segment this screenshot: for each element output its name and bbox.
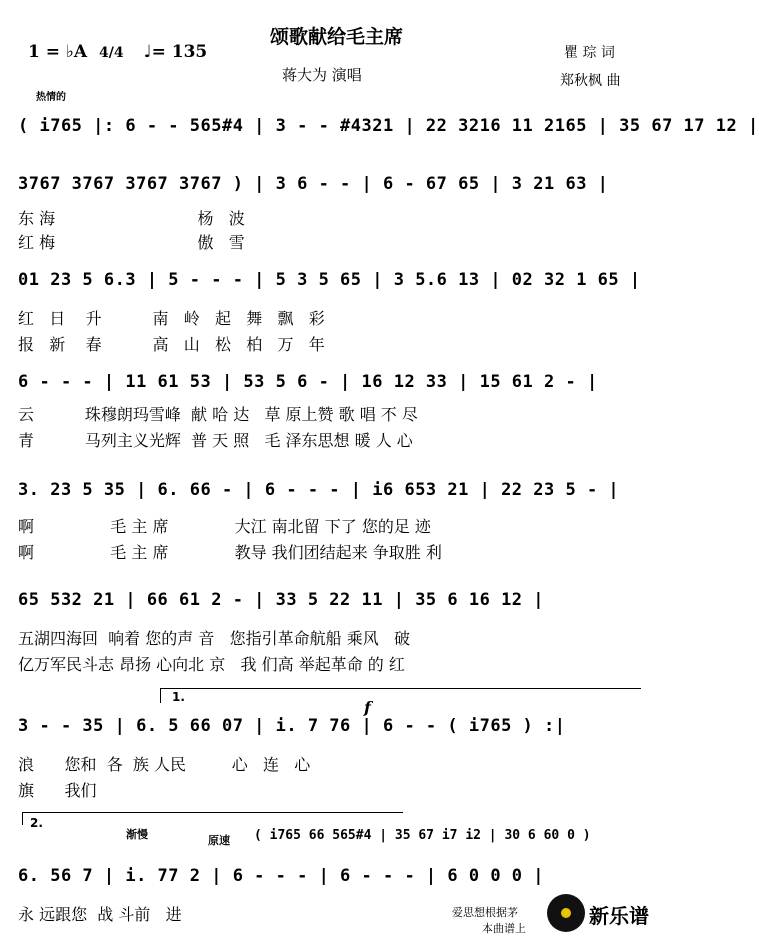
vinyl-disc-icon xyxy=(547,894,585,932)
lyric-verse-1: 五湖四海回 响着 您的声 音 您指引革命航船 乘风 破 xyxy=(18,629,410,648)
lyric-verse-2: 亿万军民斗志 昂扬 心向北 京 我 们高 举起革命 的 红 xyxy=(18,655,405,674)
ritardando-marking: 渐慢 xyxy=(126,828,148,841)
notation-line: 65 532 21 | 66 61 2 - | 33 5 22 11 | 35 6 16 12 | xyxy=(18,590,545,610)
interlude-notation: ( i765 66 565#4 | 35 67 i7 i2 | 30 6 60 0 ) xyxy=(254,828,591,843)
notation-line: ( i765 |: 6 - - 565#4 | 3 - - #4321 | 22 3216 11 2165 | 35 67 17 12 | xyxy=(18,116,759,136)
notation-line: 3. 23 5 35 | 6. 66 - | 6 - - - | i6 653 21 | 22 23 5 - | xyxy=(18,480,620,500)
lyricist-credit: 瞿 琮 词 xyxy=(564,45,615,61)
key-signature: 1 = ♭A xyxy=(28,42,88,62)
lyric-verse-1: 云 珠穆朗玛雪峰 献 哈 达 草 原上赞 歌 唱 不 尽 xyxy=(18,405,418,424)
time-signature: 4/4 xyxy=(99,45,124,61)
expression-marking: 热情的 xyxy=(36,92,66,103)
lyric-verse-2: 啊 毛 主 席 教导 我们团结起来 争取胜 利 xyxy=(18,543,442,562)
lyric-verse-2: 红 梅 傲 雪 xyxy=(18,233,245,252)
logo-text: 新乐谱 xyxy=(589,904,649,928)
notation-line: 6 - - - | 11 61 53 | 53 5 6 - | 16 12 33 | 15 61 2 - | xyxy=(18,372,598,392)
volta-label-2: 2. xyxy=(30,816,43,830)
volta-bracket-1 xyxy=(160,688,641,703)
volta-bracket-2 xyxy=(22,812,403,825)
lyric-verse-2: 青 马列主义光辉 普 天 照 毛 泽东思想 暖 人 心 xyxy=(18,431,413,450)
a-tempo-marking: 原速 xyxy=(208,834,230,847)
score-row-1 xyxy=(18,102,759,162)
lyric-verse-1: 浪 您和 各 族 人民 心 连 心 xyxy=(18,755,311,774)
tempo-marking: ♩= 135 xyxy=(143,42,208,62)
notation-line: 3767 3767 3767 3767 ) | 3 6 - - | 6 - 67 65 | 3 21 63 | xyxy=(18,174,609,194)
composer-credit: 郑秋枫 曲 xyxy=(560,73,621,89)
singer-credit: 蒋大为 演唱 xyxy=(282,66,362,84)
site-logo[interactable] xyxy=(545,892,667,936)
lyric-verse-2: 报 新 春 高 山 松 柏 万 年 xyxy=(18,335,325,354)
notation-line: 01 23 5 6.3 | 5 - - - | 5 3 5 65 | 3 5.6 13 | 02 32 1 65 | xyxy=(18,270,641,290)
song-title: 颂歌献给毛主席 xyxy=(269,26,403,48)
key-tempo-line xyxy=(28,42,207,62)
lyric-verse-2: 旗 我们 xyxy=(18,781,97,800)
notation-line: 6. 56 7 | i. 77 2 | 6 - - - | 6 - - - | 6 0 0 0 | xyxy=(18,866,545,886)
notation-line: 3 - - 35 | 6. 5 66 07 | i. 7 76 | 6 - - ( i765 ) :| xyxy=(18,716,566,736)
lyric-verse-1: 东 海 杨 波 xyxy=(18,209,245,228)
volta-label-1: 1. xyxy=(172,690,185,704)
watermark-text: 爱思想根据茅 xyxy=(452,906,518,919)
watermark-text-2: 本曲谱上 xyxy=(482,922,526,935)
lyric-verse-1: 永 远跟您 战 斗前 进 xyxy=(18,905,182,924)
lyric-verse-1: 啊 毛 主 席 大江 南北留 下了 您的足 迹 xyxy=(18,517,431,536)
dynamic-marking: f xyxy=(364,698,371,717)
lyric-verse-1: 红 日 升 南 岭 起 舞 飘 彩 xyxy=(18,309,325,328)
